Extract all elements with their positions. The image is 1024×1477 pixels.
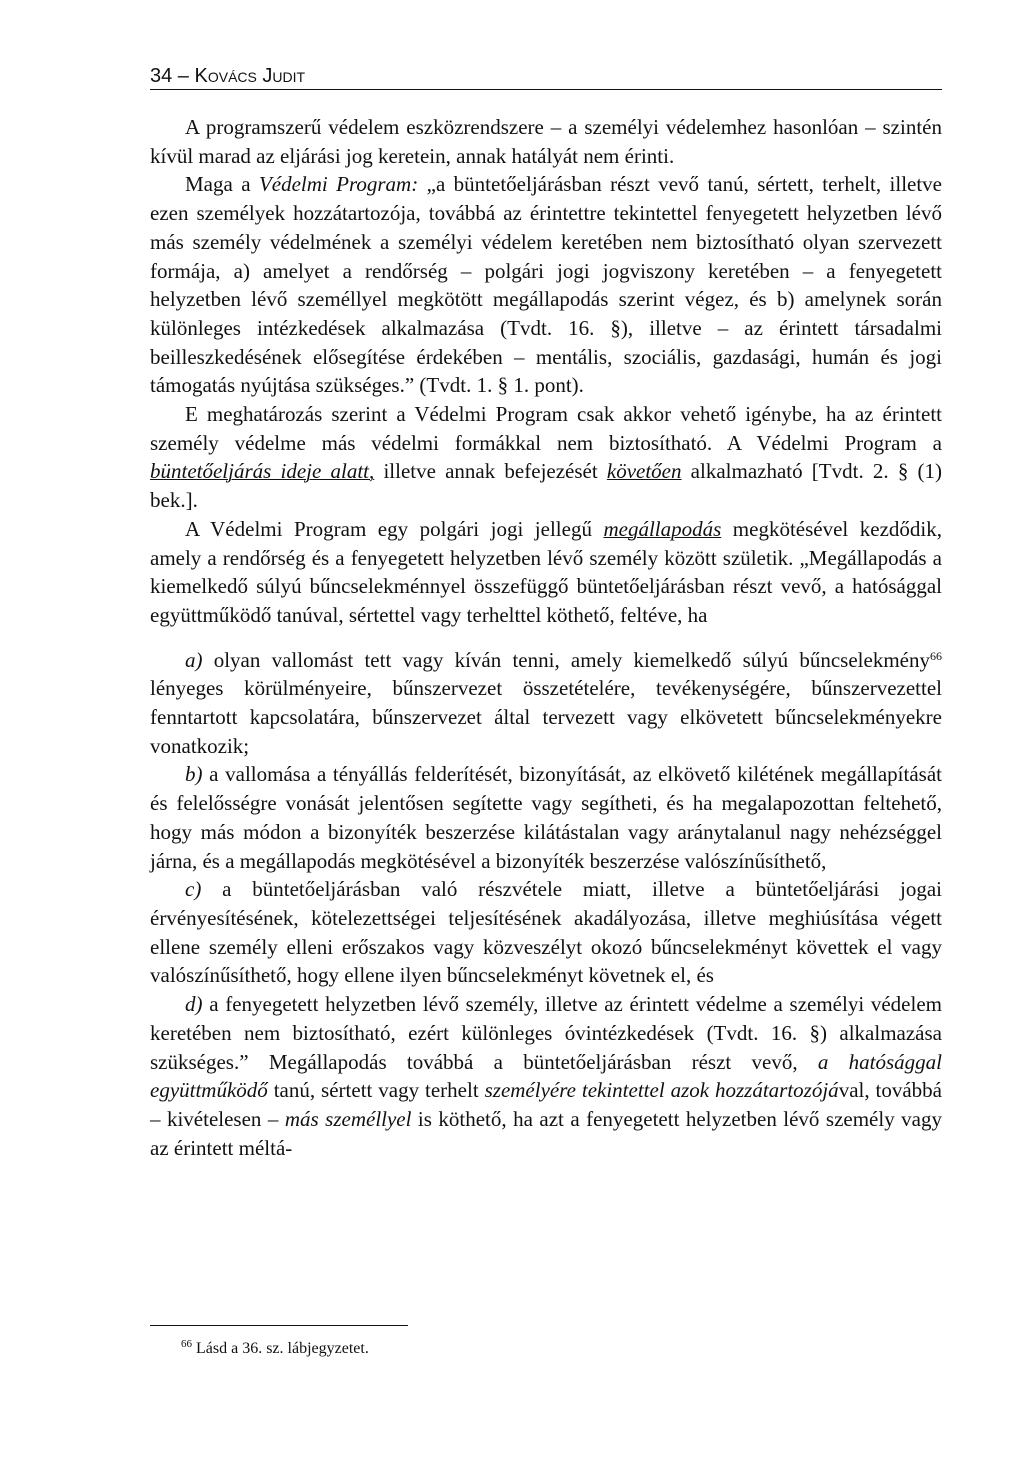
page-number: 34 (150, 65, 173, 87)
paragraph-2-definition: „a büntetőeljárásban részt vevő tanú, sértett, terhelt, illetve ezen személyek hozzátartozója, továbbá az érintettre tekintettel fenyegetett helyzetben lévő más személy védelmének a személyi védelem keretében nem biztosítható olyan szervezett formája, a) amelyet a rendőrség – polgári jogi jogviszony keretében – a fenyegetett helyzetben lévő személlyel megkötött megállapodás szerint végez, és b) amelynek során különleges intézkedések alkalmazása (Tvdt. 16. §), illetve – az érintett társadalmi beilleszkedésének elősegítése érdekében – mentális, szociális, gazdasági, humán és jogi támogatás nyújtása szükséges.” (Tvdt. 1. § 1. pont). (150, 172, 943, 398)
paragraph-3-text-a: E meghatározás szerint a Védelmi Program csak akkor vehető igénybe, ha az érintett személy védelme más védelmi formákkal nem biztosítható. A Védelmi Program a (150, 402, 942, 455)
term-vedelmi-program: Védelmi Program: (258, 172, 419, 197)
emphasis-relative: személyére tekintettel azok hozzátartozójá (484, 1078, 839, 1103)
list-item-a-text-2: lényeges körülményeire, bűnszervezet összetételére, tevékenységére, bűnszervezettel fenntartott kapcsolatára, bűnszervezet által tervezett vagy elkövetett bűncselekményekre vonatkozik; (150, 676, 942, 758)
body-text (150, 113, 942, 1162)
paragraph-3-text-b: illetve annak befejezését (374, 459, 607, 484)
list-item-b (150, 760, 942, 875)
list-item-b-text: a vallomása a tényállás felderítését, bizonyítását, az elkövető kilétének megállapítását és felelősségre vonását jelentősen segítette vagy segítheti, és ha megalapozottan feltehető, hogy más módon a bizonyíték beszerzése kilátástalan vagy aránytalanul nagy nehézséggel járna, és a megállapodás megkötésével a bizonyíték beszerzése valószínűsíthető, (150, 762, 942, 873)
list-label-a: a) (185, 647, 203, 672)
list-spacer (150, 630, 942, 646)
list-item-d-text-4: is köthető, ha azt a fenyegetett helyzetben lévő személy vagy az érintett méltá- (150, 1106, 942, 1160)
paragraph-2-lead: Maga a (185, 172, 259, 197)
emphasis-other-person: más személlyel (284, 1106, 412, 1131)
header-author: Kovács Judit (194, 65, 306, 87)
emphasis-agreement: megállapodás (603, 516, 722, 541)
footnote-divider (150, 1325, 408, 1326)
paragraph-4-text-b: megkötésével kezdődik, amely a rendőrség és a fenyegetett helyzetben lévő személy között születik. „Megállapodás a kiemelkedő súlyú bűncselekménnyel összefüggő büntetőeljárásban részt vevő, a hatósággal együttműködő tanúval, sértettel vagy terhelttel köthető, feltéve, ha (150, 516, 942, 627)
paragraph-3-text-c: alkalmazható [Tvdt. 2. § (1) bek.]. (150, 459, 942, 513)
running-header (150, 64, 942, 90)
emphasis-during-proceedings: büntetőeljárás ideje alatt, (150, 459, 375, 484)
list-label-b: b) (185, 762, 203, 787)
list-item-d-text-2: tanú, sértett vagy terhelt (267, 1078, 485, 1103)
footnote-text: Lásd a 36. sz. lábjegyzetet. (192, 1340, 369, 1357)
footnote-ref-66: 66 (930, 648, 942, 663)
list-item-c (150, 875, 942, 990)
footnote-66 (181, 1338, 881, 1360)
paragraph-4 (150, 515, 942, 630)
list-item-c-text: a büntetőeljárásban való részvétele miatt, illetve a büntetőeljárási jogai érvényesítésének, kötelezettségei teljesítésének akadályozása, illetve meghiúsítása végett ellene személy elleni erőszakos vagy közveszélyt okozó bűncselekményt követtek el vagy valószínűsíthető, hogy ellene ilyen bűncselekményt követnek el, és (150, 877, 942, 988)
emphasis-cooperating: a hatósággal együttműködő (150, 1049, 943, 1103)
paragraph-4-text-a: A Védelmi Program egy polgári jogi jellegű (185, 516, 604, 541)
emphasis-after: követően (606, 459, 682, 484)
list-label-c: c) (185, 877, 202, 902)
list-item-a (150, 646, 942, 761)
paragraph-1 (150, 113, 942, 170)
list-item-d-text-1: a fenyegetett helyzetben lévő személy, illetve az érintett védelme a személyi védelem keretében nem biztosítható, ezért különleges óvintézkedések (Tvdt. 16. §) alkalmazása szükséges.” Megállapodás továbbá a büntetőeljárásban részt vevő, (150, 992, 942, 1074)
list-item-d (150, 990, 942, 1162)
paragraph-3 (150, 400, 942, 515)
footnote-number: 66 (181, 1338, 192, 1350)
header-separator: – (172, 65, 195, 87)
paragraph-1-text: A programszerű védelem eszközrendszere – a személyi védelemhez hasonlóan – szintén kívül marad az eljárási jog keretein, annak hatályát nem érinti. (150, 115, 942, 168)
list-item-d-text-3: val, továbbá – kivételesen – (150, 1078, 942, 1131)
list-item-a-text-1: olyan vallomást tett vagy kíván tenni, amely kiemelkedő súlyú bűncselekmény (202, 647, 930, 672)
list-label-d: d) (185, 992, 203, 1017)
paragraph-2 (150, 170, 942, 400)
